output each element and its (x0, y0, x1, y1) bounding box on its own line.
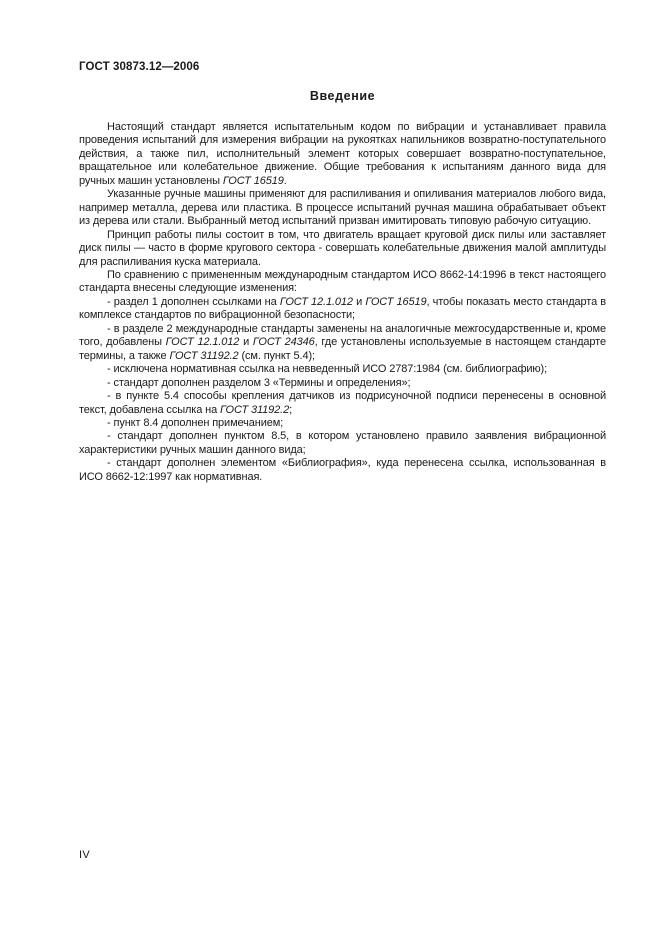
list-item-change-2 (79, 323, 606, 363)
page-title: Введение (309, 89, 376, 103)
list-item-change-1 (79, 296, 606, 323)
text-run: и (352, 295, 366, 308)
list-item-change-7 (79, 430, 606, 457)
list-item-change-5 (79, 390, 606, 417)
paragraph-scope (79, 121, 606, 188)
gost-reference: ГОСТ 16519 (222, 174, 284, 187)
gost-reference: ГОСТ 24346 (252, 336, 315, 349)
paragraph-changes-intro (79, 269, 606, 296)
text-run: - в пункте 5.4 способы крепления датчиков из подрисуночной подписи перенесены в основной текст, добавлена ссылка на (79, 390, 606, 416)
gost-reference: ГОСТ 16519 (365, 295, 427, 308)
gost-reference: ГОСТ 31192.2 (169, 349, 239, 362)
text-run: - исключена нормативная ссылка на невведенный ИСО 2787:1984 (см. библиографию); (107, 363, 548, 376)
text-run: Настоящий стандарт является испытательным кодом по вибрации и устанавливает правила проведения испытаний для измерения вибрации на рукоятках напильников возвратно-поступательного действия, а также пил, исполнительный элемент которых совершает возвратно-поступательное, вращательное или колебательное движение. Общие требования к испытаниям данного вида для ручных машин установлены (79, 121, 606, 187)
text-run: - стандарт дополнен пунктом 8.5, в котором установлено правило заявления вибрационной характеристики ручных машин данного вида; (79, 430, 606, 456)
document-body (79, 121, 606, 484)
text-run: (см. пункт 5.4); (238, 349, 315, 362)
text-run: - стандарт дополнен элементом «Библиография», куда перенесена ссылка, использованная в ИСО 8662-12:1997 как нормативная. (79, 457, 606, 483)
gost-reference: ГОСТ 12.1.012 (279, 295, 353, 308)
text-run: ; (289, 403, 293, 416)
text-run: - стандарт дополнен разделом 3 «Термины и определения»; (107, 376, 411, 389)
paragraph-saw-principle (79, 229, 606, 269)
doc-number: ГОСТ 30873.12—2006 (79, 61, 200, 73)
list-item-change-6 (79, 417, 606, 430)
text-run: - пункт 8.4 дополнен примечанием; (107, 416, 284, 429)
text-run: Принцип работы пилы состоит в том, что двигатель вращает круговой диск пилы или заставляет диск пилы — часто в форме кругового сектора - совершать колебательные движения малой амплитуды для распиливания куска материала. (79, 228, 606, 268)
list-item-change-3 (79, 363, 606, 376)
text-run: . (283, 174, 287, 187)
gost-reference: ГОСТ 12.1.012 (165, 336, 240, 349)
gost-reference: ГОСТ 31192.2 (220, 403, 290, 416)
list-item-change-4 (79, 377, 606, 390)
text-run: и (239, 336, 253, 349)
text-run: - раздел 1 дополнен ссылками на (107, 295, 280, 308)
text-run: , чтобы показать место стандарта в комплексе стандартов по вибрационной безопасности; (79, 295, 606, 322)
text-run: - в разделе 2 международные стандарты заменены на аналогичные межгосударственные и, кроме того, добавлены (79, 322, 606, 349)
paragraph-application (79, 188, 606, 228)
text-run: , где установлены используемые в настоящем стандарте термины, а также (79, 336, 606, 362)
text-run: Указанные ручные машины применяют для распиливания и опиливания материалов любого вида, например металла, дерева или пластика. В процессе испытаний ручная машина обрабатывает объект из дерева или стали. Выбранный метод испытаний призван имитировать типовую рабочую ситуацию. (79, 188, 606, 228)
text-run: По сравнению с примененным международным стандартом ИСО 8662-14:1996 в текст настоящего стандарта внесены следующие изменения: (79, 268, 606, 295)
page-number: IV (79, 849, 90, 861)
list-item-change-8 (79, 457, 606, 484)
